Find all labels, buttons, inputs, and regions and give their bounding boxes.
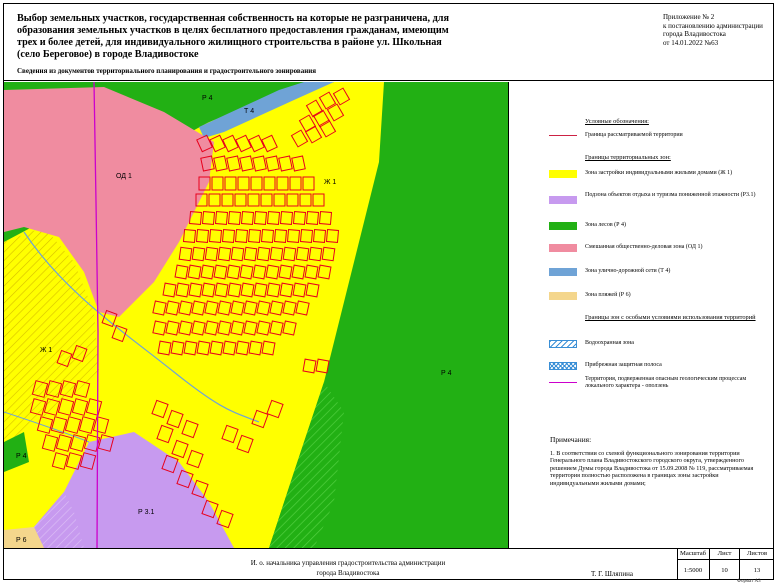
map-canvas[interactable] [4,82,508,548]
sheet-info-table [677,549,774,580]
legend-label: Зона улично-дорожной сети (Т 4) [585,268,671,274]
zone-label: Р 3.1 [138,509,155,516]
notes-title: Примечания: [550,435,592,444]
legend-title: Условные обозначения: [585,118,649,125]
legend-label: Территория, подверженная опасным геологическим процессам локального характера - оползень [585,376,747,389]
scale-value: 1:5000 [683,567,703,574]
zone-label: ОД 1 [116,173,132,180]
zoning-map[interactable] [4,82,509,548]
zone-label: Р 4 [441,370,452,377]
legend-label: Смешанная общественно-деловая зона (ОД 1) [585,244,703,250]
legend-label: Зона застройки индивидуальными жилыми домами (Ж 1) [585,170,733,176]
legend-label: Водоохранная зона [585,340,634,346]
scale-header: Масштаб [679,550,707,557]
mixed-swatch-icon [549,244,577,252]
zone-label: Р 4 [202,95,213,102]
forest-swatch-icon [549,222,577,230]
cross-hatch-icon [549,362,577,370]
legend-section-title: Границы зон с особыми условиями использования территорий [585,314,756,321]
legend-section-title: Границы территориальных зон: [585,154,671,161]
notes-text: 1. В соответствии со схемой функционального зонирования территории Генерального плана Владивостокского городского округа, утвержденного решением Думы города Владивостока от 15.09.2008 № 119, рассматриваемая территория полностью расположена в границах зоны застройки индивидуальными жилыми домами; [550,450,754,487]
legend-label: Зона лесов (Р 4) [585,222,627,228]
header-block [3,3,774,81]
signer-position: И. о. начальника управления градостроительства администрации города Владивостока [250,559,446,577]
legend-label: Подзона объектов отдыха и туризма пониженной этажности (Р3.1) [585,192,756,198]
beach-swatch-icon [549,292,577,300]
legend-label: Прибрежная защитная полоса [585,362,662,368]
zone-label: Т 4 [244,108,255,115]
page-format-mark: Формат А3 [737,579,761,584]
page-title: Выбор земельных участков, государственная собственность на которые не разграничена, для образования земельных участков в целях бесплатного предоставления гражданам, имеющим трех и более детей, для индивидуального жилищного строительства в районе ул. Школьная (село Береговое) в городе Владивостоке [17,13,449,60]
road-swatch-icon [549,268,577,276]
boundary-line-icon [549,135,577,136]
sheet-value: 10 [721,567,728,574]
magenta-line-icon [549,382,577,383]
zone-label: Ж 1 [40,347,53,354]
legend-label: Граница рассматриваемой территории [585,132,683,138]
title-block [3,548,774,580]
residential-swatch-icon [549,170,577,178]
zone-label: Ж 1 [324,179,337,186]
recreation-swatch-icon [549,196,577,204]
sheets-value: 13 [753,567,761,574]
zone-label: Р 4 [16,453,27,460]
zone-label: Р 6 [16,537,27,544]
page-subtitle: Сведения из документов территориального планирования и градостроительного зонирования [17,67,317,75]
appendix-line: к постановлению администрации [663,21,763,30]
appendix-line: города Владивостока [663,30,726,38]
appendix-line: от 14.01.2022 №63 [663,38,719,47]
diagonal-hatch-icon [549,340,577,348]
signer-name: Т. Г. Шляпина [591,570,633,578]
appendix-line: Приложение № 2 [663,13,715,21]
sheet-header: Лист [717,550,732,557]
sheets-header: Листов [746,550,768,557]
legend-label: Зона пляжей (Р 6) [585,292,631,298]
appendix-note [663,13,778,47]
